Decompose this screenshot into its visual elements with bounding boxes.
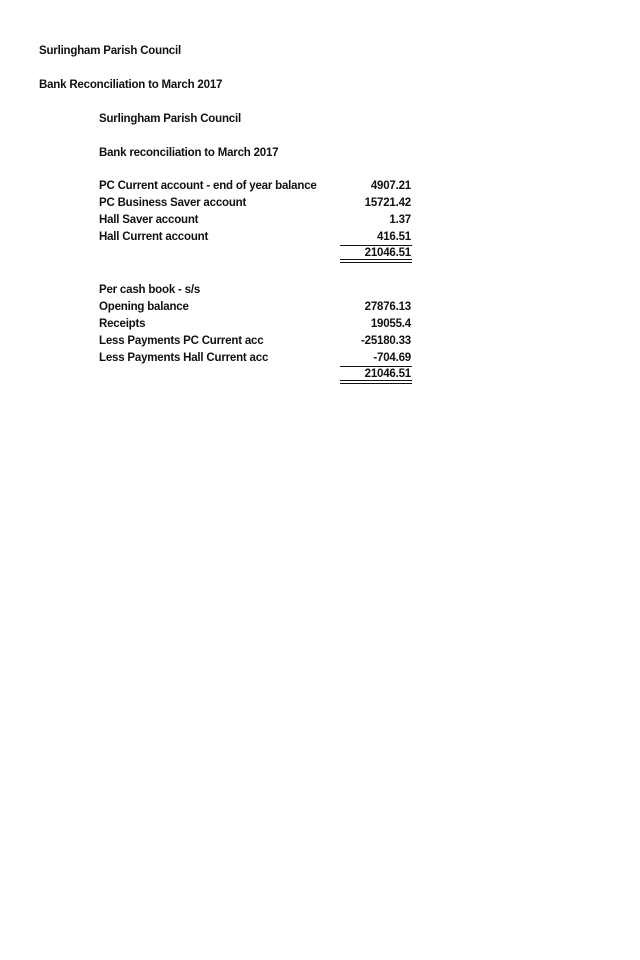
document-subtitle: Bank Reconciliation to March 2017 — [39, 79, 223, 91]
row-value: -25180.33 — [361, 335, 411, 347]
row-value: 19055.4 — [370, 318, 411, 330]
row-value: 4907.21 — [370, 180, 411, 192]
row-value: 27876.13 — [364, 301, 411, 313]
row-label: Opening balance — [99, 301, 189, 313]
cash-book-heading: Per cash book - s/s — [99, 284, 201, 296]
cash-book-total: 21046.51 — [364, 368, 411, 380]
row-value: -704.69 — [373, 352, 411, 364]
row-value: 1.37 — [389, 214, 411, 226]
document-title: Surlingham Parish Council — [39, 45, 181, 57]
row-label: PC Business Saver account — [99, 197, 247, 209]
section-subtitle: Bank reconciliation to March 2017 — [99, 147, 279, 159]
total-double-rule — [340, 259, 412, 263]
bank-balances-total: 21046.51 — [364, 247, 411, 259]
row-label: Less Payments Hall Current acc — [99, 352, 269, 364]
section-title: Surlingham Parish Council — [99, 113, 241, 125]
row-label: PC Current account - end of year balance — [99, 180, 317, 192]
row-value: 416.51 — [377, 231, 411, 243]
row-value: 15721.42 — [364, 197, 411, 209]
row-label: Hall Saver account — [99, 214, 199, 226]
row-label: Less Payments PC Current acc — [99, 335, 264, 347]
total-double-rule — [340, 380, 412, 384]
row-label: Receipts — [99, 318, 146, 330]
row-label: Hall Current account — [99, 231, 209, 243]
